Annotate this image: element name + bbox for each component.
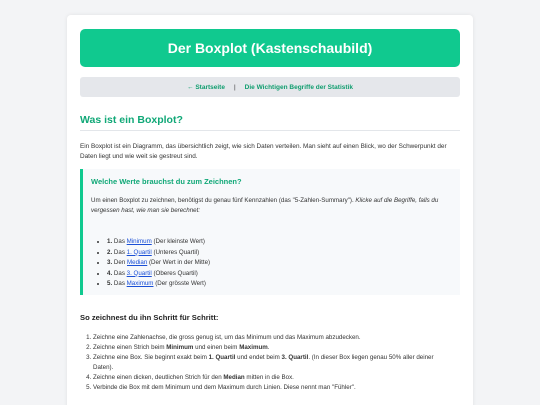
- step-text: Zeichne einen Strich beim: [93, 344, 167, 351]
- step-text: Verbinde die Box mit dem Minimum und dem Maximum durch Linien. Diese nennt man "Fühler".: [93, 384, 356, 391]
- section-heading-steps: So zeichnest du ihn Schritt für Schritt:: [80, 313, 219, 322]
- item-number: 1.: [107, 238, 113, 245]
- item-suffix: (Der grösste Wert): [153, 280, 206, 287]
- step-text: Zeichne eine Zahlenachse, die gross genug ist, um das Minimum und das Maximum abzudecken.: [93, 334, 361, 341]
- values-text-hint: Klicke auf die Begriffe, falls du vergessen hast, wie man sie berechnet:: [91, 197, 439, 214]
- nav-separator: |: [233, 83, 236, 91]
- item-number: 2.: [107, 248, 113, 256]
- step-item: [93, 333, 452, 343]
- step-bold: 3. Quartil: [281, 354, 309, 361]
- step-text: Zeichne einen dicken, deutlichen Strich für den: [93, 374, 224, 381]
- minimum-link[interactable]: Minimum: [126, 238, 152, 245]
- list-item: [107, 258, 210, 269]
- values-text: [91, 196, 451, 216]
- list-item: [107, 248, 210, 259]
- item-prefix: Das: [113, 280, 127, 287]
- section-heading-what: Was ist ein Boxplot?: [80, 114, 460, 131]
- step-bold: Median: [223, 374, 245, 381]
- item-prefix: Das: [113, 269, 127, 277]
- steps-list: [80, 333, 452, 393]
- values-text-main: Um einen Boxplot zu zeichnen, benötigst du genau fünf Kennzahlen (das "5-Zahlen-Summary").: [91, 197, 356, 204]
- list-item: [107, 237, 210, 248]
- step-bold: Maximum: [239, 344, 268, 351]
- values-info-box: [80, 169, 460, 295]
- content-card: [67, 15, 473, 405]
- nav-bar: [80, 77, 460, 97]
- nav-home-link[interactable]: ← Startseite: [187, 83, 225, 91]
- list-item: [107, 279, 210, 290]
- maximum-link[interactable]: Maximum: [126, 280, 154, 287]
- quartile1-link[interactable]: 1. Quartil: [126, 248, 152, 256]
- item-suffix: (Der Wert in der Mitte): [147, 259, 211, 266]
- step-text: . (In dieser Box liegen genau 50% aller deiner Daten).: [93, 354, 434, 371]
- item-prefix: Das: [113, 238, 127, 245]
- item-prefix: Den: [113, 259, 127, 266]
- quartile3-link[interactable]: 3. Quartil: [126, 269, 152, 277]
- step-bold: 1. Quartil: [208, 354, 236, 361]
- median-link[interactable]: Median: [126, 259, 148, 266]
- values-heading: Welche Werte brauchst du zum Zeichnen?: [91, 177, 242, 186]
- page-title: Der Boxplot (Kastenschaubild): [167, 40, 373, 56]
- step-item: [93, 353, 452, 373]
- five-number-list: [101, 237, 210, 290]
- item-number: 3.: [107, 259, 113, 266]
- step-text: und endet beim: [235, 354, 282, 361]
- item-suffix: (Oberes Quartil): [151, 269, 198, 277]
- title-banner: [80, 29, 460, 67]
- step-text: .: [267, 344, 270, 351]
- step-text: mitten in die Box.: [244, 374, 294, 381]
- item-number: 4.: [107, 269, 113, 277]
- item-suffix: (Der kleinste Wert): [151, 238, 205, 245]
- nav-terms-link[interactable]: Die Wichtigen Begriffe der Statistik: [244, 83, 353, 91]
- step-item: [93, 373, 452, 383]
- item-prefix: Das: [113, 248, 127, 256]
- item-number: 5.: [107, 280, 113, 287]
- list-item: [107, 269, 210, 280]
- step-item: [93, 343, 452, 353]
- item-suffix: (Unteres Quartil): [151, 248, 200, 256]
- step-text: Zeichne eine Box. Sie beginnt exakt beim: [93, 354, 209, 361]
- step-text: und einen beim: [193, 344, 240, 351]
- step-item: [93, 383, 452, 393]
- step-bold: Minimum: [166, 344, 194, 351]
- intro-paragraph: Ein Boxplot ist ein Diagramm, das übersichtlich zeigt, wie sich Daten verteilen. Man sieht auf einen Blick, wo der Schwerpunkt der Daten liegt und wie weit sie gestreut sind.: [80, 143, 447, 160]
